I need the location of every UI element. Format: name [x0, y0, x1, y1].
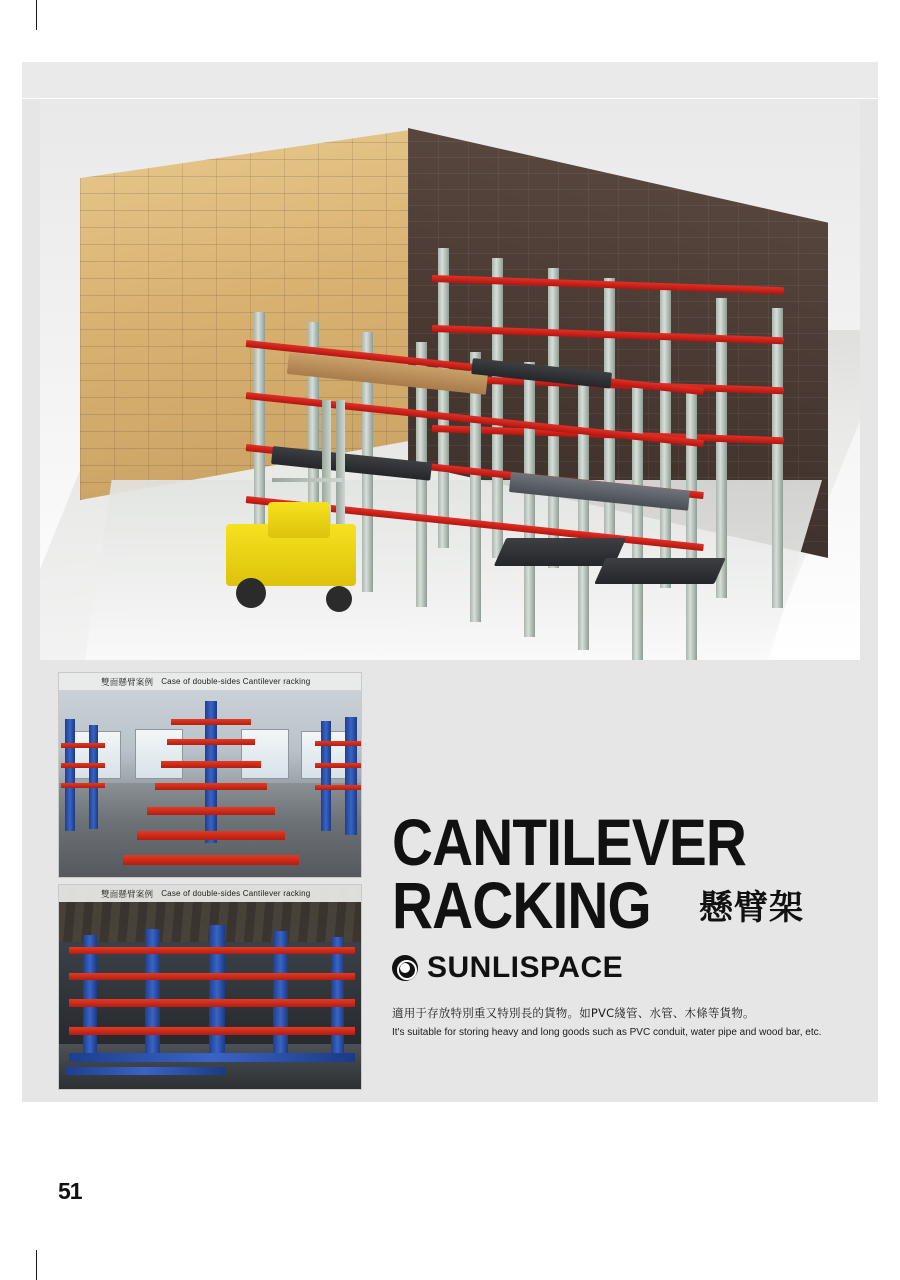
- photo-card-1: [58, 672, 362, 878]
- rack-column: [716, 298, 727, 598]
- photo-2-caption-cn: 雙面懸臂案例: [101, 889, 154, 900]
- rack-column: [438, 248, 449, 548]
- forklift-cab: [268, 502, 330, 538]
- photo-2-caption-en: Case of double-sides Cantilever racking: [161, 889, 311, 898]
- title-chinese: 懸臂架: [699, 888, 804, 929]
- brick-wall-left: [80, 130, 410, 500]
- rack-column: [492, 258, 503, 558]
- crop-mark-top: [36, 0, 37, 30]
- brand-lockup: [392, 951, 862, 985]
- photo-1-caption-en: Case of double-sides Cantilever racking: [161, 677, 311, 686]
- target-circle-icon: [392, 955, 418, 981]
- photo-2-image: [59, 885, 361, 1089]
- brand-name: SUNLISPACE: [427, 951, 624, 985]
- rack-column: [548, 268, 559, 568]
- description-english: It's suitable for storing heavy and long goods such as PVC conduit, water pipe and wood bar, etc.: [392, 1026, 822, 1038]
- forklift-wheel: [236, 578, 266, 608]
- rack-column: [632, 382, 643, 660]
- title-row-2: [392, 867, 862, 942]
- rack-column: [578, 372, 589, 650]
- photo-1-caption-cn: 雙面懸臂案例: [101, 677, 154, 688]
- page-number: 51: [58, 1178, 82, 1204]
- photo-1-image: [59, 673, 361, 877]
- photo-1-caption: [59, 673, 361, 690]
- page-top-strip: [22, 62, 878, 99]
- crop-mark-bottom: [36, 1250, 37, 1280]
- stored-profiles: [594, 558, 726, 584]
- headline-block: [392, 805, 862, 1040]
- rack-column: [686, 392, 697, 660]
- rack-column: [524, 362, 535, 637]
- description-block: [392, 1005, 862, 1039]
- title-line-1: CANTILEVER: [392, 805, 747, 879]
- description-chinese: 適用于存放特別重又特別長的貨物。如PVC綫管、水管、木條等貨物。: [392, 1006, 755, 1021]
- rack-column: [772, 308, 783, 608]
- hero-illustration: [40, 100, 860, 660]
- photo-2-caption: [59, 885, 361, 902]
- forklift-wheel: [326, 586, 352, 612]
- photo-card-2: [58, 884, 362, 1090]
- title-line-2: RACKING: [392, 867, 651, 942]
- forklift-cage: [272, 478, 342, 482]
